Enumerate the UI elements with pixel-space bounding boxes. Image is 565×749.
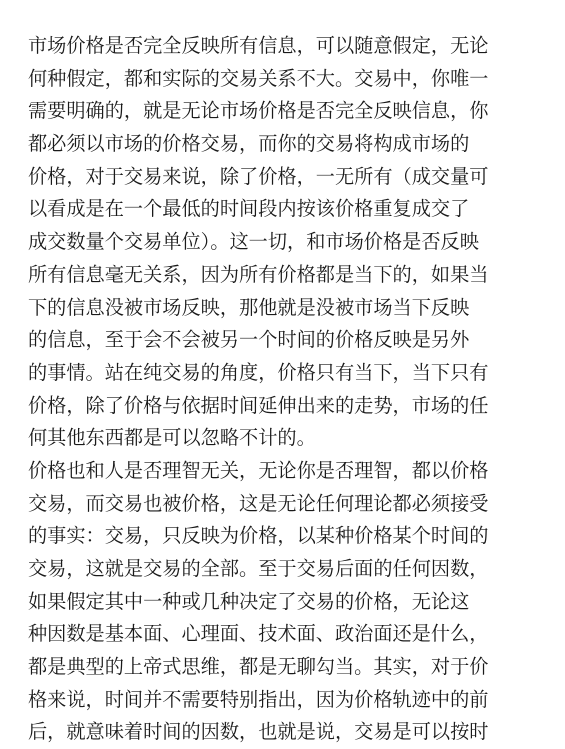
text-line: 价格，除了价格与依据时间延伸出来的走势，市场的任 [28,393,489,417]
text-line: 后，就意味着时间的因数，也就是说，交易是可以按时 [28,720,489,744]
text-line: 的事情。站在纯交易的角度，价格只有当下，当下只有 [28,360,489,384]
text-line: 种因数是基本面、心理面、技术面、政治面还是什么， [28,622,489,646]
text-line: 交易，这就是交易的全部。至于交易后面的任何因数， [28,557,489,580]
text-line: 下的信息没被市场反映，那他就是没被市场当下反映 [28,295,470,319]
text-line: 的事实：交易，只反映为价格，以某种价格某个时间的 [28,524,489,548]
text-line: 价格也和人是否理智无关，无论你是否理智，都以价格 [28,458,489,482]
text-line: 的信息，至于会不会被另一个时间的价格反映是另外 [28,328,470,352]
text-line: 所有信息毫无关系，因为所有价格都是当下的，如果当 [28,262,489,286]
text-line: 价格，对于交易来说，除了价格，一无所有（成交量可 [28,164,489,188]
paragraph-2 [28,455,528,749]
text-line: 需要明确的，就是无论市场价格是否完全反映信息，你 [28,99,489,123]
text-line: 交易，而交易也被价格，这是无论任何理论都必须接受 [28,491,489,515]
text-line: 市场价格是否完全反映所有信息，可以随意假定，无论 [28,34,489,57]
text-line: 以看成是在一个最低的时间段内按该价格重复成交了 [28,197,470,221]
text-line: 何其他东西都是可以忽略不计的。 [28,426,316,450]
text-line: 成交数量个交易单位）。这一切，和市场价格是否反映 [28,230,479,254]
text-line: 都是典型的上帝式思维，都是无聊勾当。其实，对于价 [28,655,489,679]
text-line: 何种假定，都和实际的交易关系不大。交易中，你唯一 [28,66,489,90]
text-line: 都必须以市场的价格交易，而你的交易将构成市场的 [28,132,470,156]
text-line: 格来说，时间并不需要特别指出，因为价格轨迹中的前 [28,687,489,711]
text-line: 如果假定其中一种或几种决定了交易的价格，无论这 [28,589,470,613]
document-page [28,30,528,749]
paragraph-1 [28,30,528,455]
